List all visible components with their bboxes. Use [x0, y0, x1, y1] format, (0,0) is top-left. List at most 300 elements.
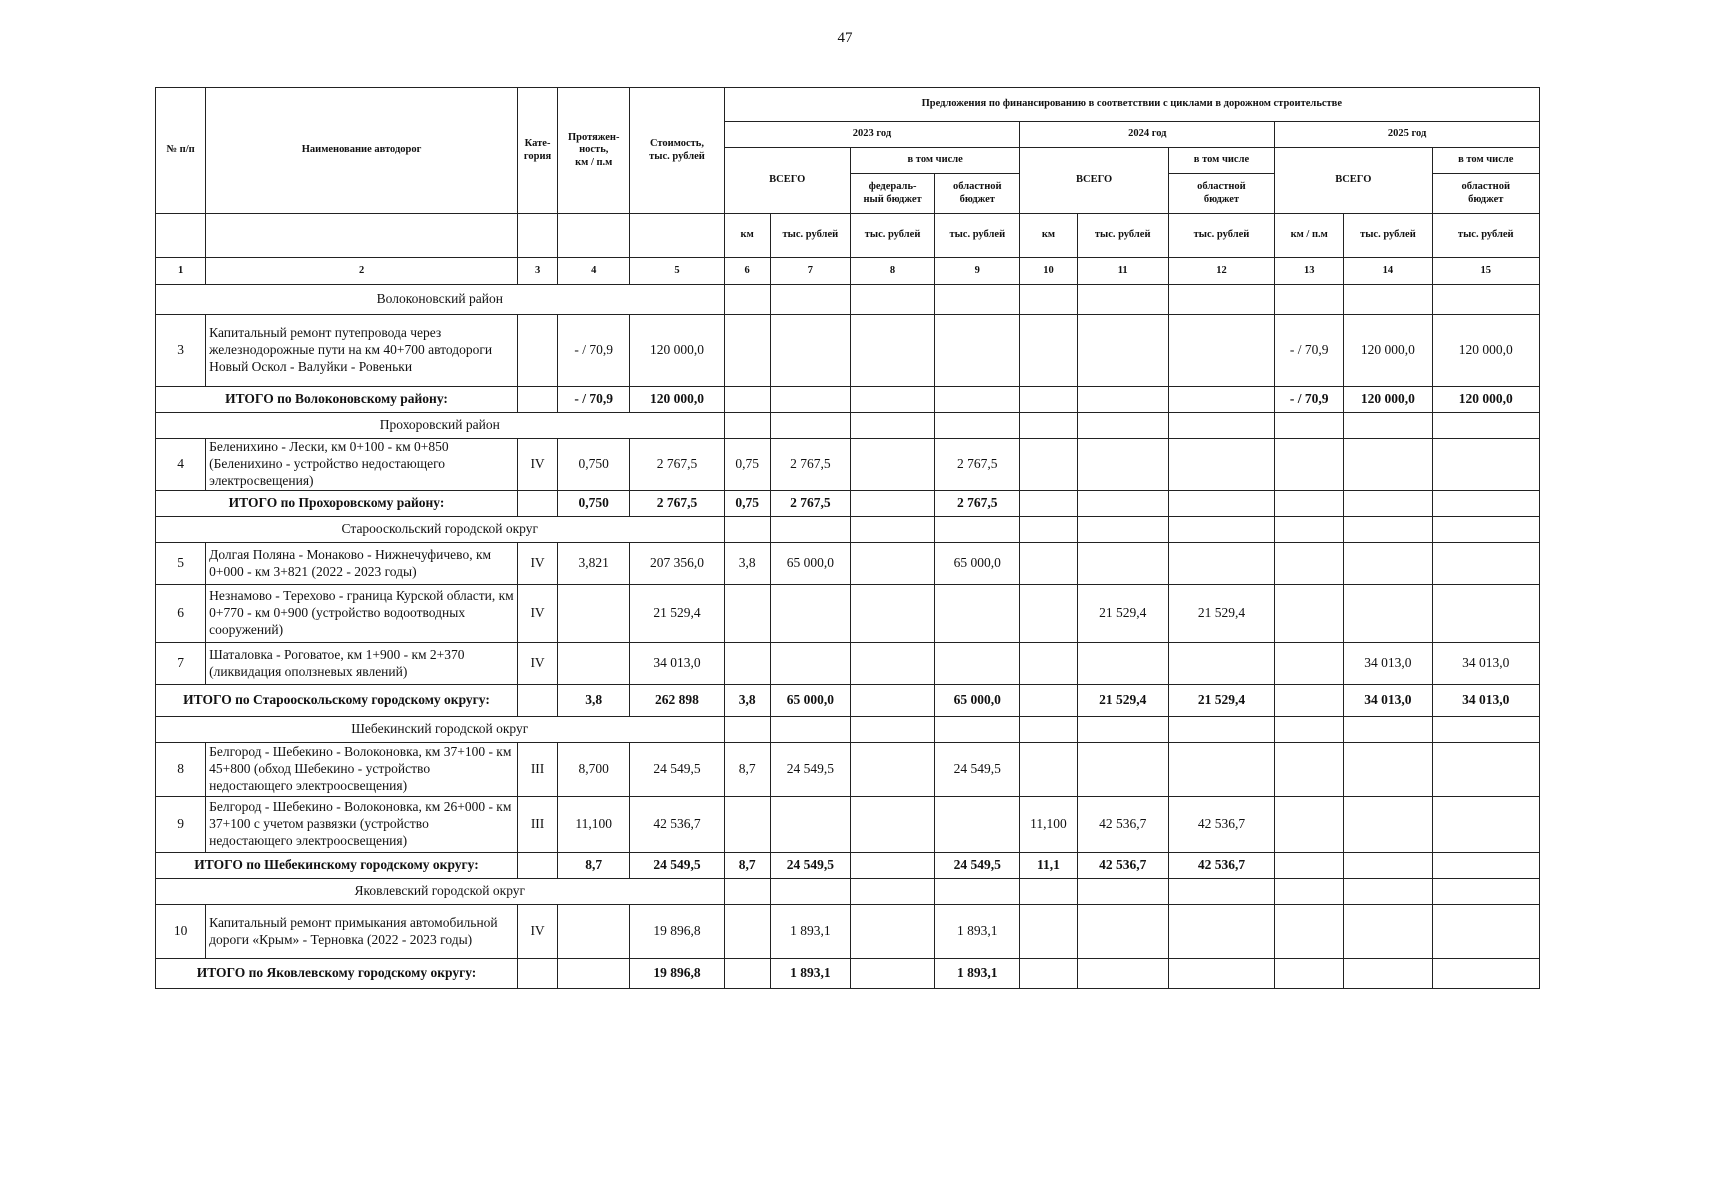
value-c7: 65 000,0	[770, 543, 850, 585]
value-c14	[1344, 743, 1432, 797]
total-c9: 65 000,0	[935, 685, 1020, 717]
road-category: IV	[518, 643, 558, 685]
total-c7: 24 549,5	[770, 853, 850, 879]
value-c11	[1077, 439, 1168, 491]
empty-cell	[724, 413, 770, 439]
total-c7: 2 767,5	[770, 491, 850, 517]
value-c6	[724, 643, 770, 685]
value-c9: 24 549,5	[935, 743, 1020, 797]
total-c11	[1077, 959, 1168, 989]
value-c13	[1275, 439, 1344, 491]
value-c14: 34 013,0	[1344, 643, 1432, 685]
value-c7	[770, 643, 850, 685]
total-label: ИТОГО по Прохоровскому району:	[156, 491, 518, 517]
value-c14	[1344, 797, 1432, 853]
empty-cell	[1077, 879, 1168, 905]
section-title: Волоконовский район	[156, 285, 725, 315]
total-c6: 8,7	[724, 853, 770, 879]
header-unit-km-2024: км	[1020, 214, 1077, 258]
road-cost: 2 767,5	[630, 439, 724, 491]
header-2024-total: ВСЕГО	[1020, 148, 1168, 214]
total-c15	[1432, 491, 1539, 517]
empty-cell	[724, 717, 770, 743]
header-len-blank	[558, 214, 630, 258]
column-number: 1	[156, 258, 206, 285]
column-number: 6	[724, 258, 770, 285]
value-c9	[935, 643, 1020, 685]
section-title: Прохоровский район	[156, 413, 725, 439]
table-row	[156, 643, 1540, 685]
header-2025-total: ВСЕГО	[1275, 148, 1432, 214]
value-c6: 8,7	[724, 743, 770, 797]
column-number: 2	[206, 258, 518, 285]
empty-cell	[518, 387, 558, 413]
road-name: Незнамово - Терехово - граница Курской области, км 0+770 - км 0+900 (устройство водоотводных сооружений)	[206, 585, 518, 643]
column-number: 3	[518, 258, 558, 285]
column-number: 4	[558, 258, 630, 285]
column-number: 12	[1168, 258, 1274, 285]
column-number: 15	[1432, 258, 1539, 285]
road-cost: 24 549,5	[630, 743, 724, 797]
header-cat-blank	[518, 214, 558, 258]
total-len: 0,750	[558, 491, 630, 517]
value-c11	[1077, 315, 1168, 387]
value-c10	[1020, 585, 1077, 643]
value-c9: 1 893,1	[935, 905, 1020, 959]
empty-cell	[1168, 285, 1274, 315]
empty-cell	[935, 717, 1020, 743]
value-c6	[724, 315, 770, 387]
header-unit-km-2025: км / п.м	[1275, 214, 1344, 258]
road-name: Долгая Поляна - Монаково - Нижнечуфичево, км 0+000 - км 3+821 (2022 - 2023 годы)	[206, 543, 518, 585]
empty-cell	[1020, 285, 1077, 315]
value-c13	[1275, 797, 1344, 853]
column-number: 13	[1275, 258, 1344, 285]
road-name: Капитальный ремонт примыкания автомобильной дороги «Крым» - Терновка (2022 - 2023 годы)	[206, 905, 518, 959]
row-number: 6	[156, 585, 206, 643]
road-category: IV	[518, 585, 558, 643]
header-2025: 2025 год	[1275, 122, 1540, 148]
empty-cell	[518, 491, 558, 517]
empty-cell	[935, 285, 1020, 315]
empty-cell	[724, 517, 770, 543]
empty-cell	[770, 879, 850, 905]
header-2024: 2024 год	[1020, 122, 1275, 148]
empty-cell	[1077, 413, 1168, 439]
column-number: 5	[630, 258, 724, 285]
table-body	[156, 285, 1540, 989]
road-cost: 21 529,4	[630, 585, 724, 643]
total-label: ИТОГО по Старооскольскому городскому округу:	[156, 685, 518, 717]
empty-cell	[850, 413, 934, 439]
total-label: ИТОГО по Яковлевскому городскому округу:	[156, 959, 518, 989]
total-cost: 19 896,8	[630, 959, 724, 989]
header-2023-regional: областной бюджет	[935, 174, 1020, 214]
empty-cell	[1020, 517, 1077, 543]
empty-cell	[1432, 285, 1539, 315]
road-name: Шаталовка - Роговатое, км 1+900 - км 2+370 (ликвидация оползневых явлений)	[206, 643, 518, 685]
total-c8	[850, 959, 934, 989]
value-c10	[1020, 643, 1077, 685]
empty-cell	[1344, 879, 1432, 905]
header-name: Наименование автодорог	[206, 88, 518, 214]
header-unit-rub-2023: тыс. рублей	[770, 214, 850, 258]
empty-cell	[1168, 413, 1274, 439]
road-cost: 42 536,7	[630, 797, 724, 853]
empty-cell	[1275, 413, 1344, 439]
total-label: ИТОГО по Шебекинскому городскому округу:	[156, 853, 518, 879]
empty-cell	[1432, 717, 1539, 743]
value-c7: 24 549,5	[770, 743, 850, 797]
value-c6: 0,75	[724, 439, 770, 491]
value-c8	[850, 585, 934, 643]
table-row	[156, 543, 1540, 585]
road-category	[518, 315, 558, 387]
total-c8	[850, 685, 934, 717]
empty-cell	[1168, 879, 1274, 905]
financing-table	[155, 87, 1540, 989]
section-header-row	[156, 413, 1540, 439]
total-c9	[935, 387, 1020, 413]
value-c7	[770, 797, 850, 853]
section-header-row	[156, 517, 1540, 543]
value-c10	[1020, 905, 1077, 959]
total-c13	[1275, 685, 1344, 717]
section-title: Шебекинский городской округ	[156, 717, 725, 743]
value-c9	[935, 797, 1020, 853]
total-c11	[1077, 491, 1168, 517]
total-len: 8,7	[558, 853, 630, 879]
value-c8	[850, 743, 934, 797]
total-row	[156, 853, 1540, 879]
value-c11	[1077, 643, 1168, 685]
total-c14	[1344, 853, 1432, 879]
empty-cell	[1344, 717, 1432, 743]
header-unit-rub-2024-regional: тыс. рублей	[1168, 214, 1274, 258]
value-c15	[1432, 543, 1539, 585]
value-c9: 65 000,0	[935, 543, 1020, 585]
column-numbers-row	[156, 258, 1540, 285]
total-c10	[1020, 387, 1077, 413]
empty-cell	[1344, 285, 1432, 315]
total-row	[156, 387, 1540, 413]
road-cost: 19 896,8	[630, 905, 724, 959]
total-c9: 2 767,5	[935, 491, 1020, 517]
total-c8	[850, 853, 934, 879]
empty-cell	[1275, 285, 1344, 315]
table-header	[156, 88, 1540, 285]
road-length	[558, 643, 630, 685]
header-unit-rub-2025-regional: тыс. рублей	[1432, 214, 1539, 258]
value-c12	[1168, 315, 1274, 387]
column-number: 14	[1344, 258, 1432, 285]
table-row	[156, 743, 1540, 797]
total-c9: 1 893,1	[935, 959, 1020, 989]
total-c12: 42 536,7	[1168, 853, 1274, 879]
value-c10	[1020, 743, 1077, 797]
empty-cell	[518, 959, 558, 989]
empty-cell	[1168, 517, 1274, 543]
value-c6	[724, 905, 770, 959]
road-cost: 207 356,0	[630, 543, 724, 585]
road-name: Белгород - Шебекино - Волоконовка, км 26+000 - км 37+100 с учетом развязки (устройство недостающего электроосвещения)	[206, 797, 518, 853]
empty-cell	[1432, 413, 1539, 439]
row-number: 4	[156, 439, 206, 491]
value-c11	[1077, 743, 1168, 797]
header-2025-regional: областной бюджет	[1432, 174, 1539, 214]
empty-cell	[770, 285, 850, 315]
total-label: ИТОГО по Волоконовскому району:	[156, 387, 518, 413]
value-c8	[850, 643, 934, 685]
empty-cell	[1020, 879, 1077, 905]
value-c9	[935, 585, 1020, 643]
value-c10	[1020, 439, 1077, 491]
row-number: 8	[156, 743, 206, 797]
total-len: - / 70,9	[558, 387, 630, 413]
total-c13	[1275, 959, 1344, 989]
empty-cell	[518, 685, 558, 717]
header-2024-regional: областной бюджет	[1168, 174, 1274, 214]
total-c11	[1077, 387, 1168, 413]
value-c8	[850, 905, 934, 959]
value-c8	[850, 439, 934, 491]
header-2023: 2023 год	[724, 122, 1020, 148]
row-number: 10	[156, 905, 206, 959]
section-title: Старооскольский городской округ	[156, 517, 725, 543]
value-c10	[1020, 315, 1077, 387]
empty-cell	[1344, 517, 1432, 543]
empty-cell	[1432, 879, 1539, 905]
value-c13: - / 70,9	[1275, 315, 1344, 387]
empty-cell	[850, 717, 934, 743]
header-num: № п/п	[156, 88, 206, 214]
value-c13	[1275, 543, 1344, 585]
road-name: Капитальный ремонт путепровода через железнодорожные пути на км 40+700 автодороги Новый Оскол - Валуйки - Ровеньки	[206, 315, 518, 387]
road-name: Белгород - Шебекино - Волоконовка, км 37+100 - км 45+800 (обход Шебекино - устройство недостающего электроосвещения)	[206, 743, 518, 797]
value-c12: 21 529,4	[1168, 585, 1274, 643]
road-category: IV	[518, 905, 558, 959]
total-len: 3,8	[558, 685, 630, 717]
empty-cell	[1020, 717, 1077, 743]
road-category: III	[518, 743, 558, 797]
column-number: 10	[1020, 258, 1077, 285]
empty-cell	[1275, 717, 1344, 743]
value-c15	[1432, 905, 1539, 959]
empty-cell	[770, 517, 850, 543]
empty-cell	[850, 285, 934, 315]
total-c13: - / 70,9	[1275, 387, 1344, 413]
total-c13	[1275, 491, 1344, 517]
empty-cell	[935, 517, 1020, 543]
table-row	[156, 585, 1540, 643]
empty-cell	[850, 879, 934, 905]
value-c12	[1168, 743, 1274, 797]
value-c9: 2 767,5	[935, 439, 1020, 491]
value-c6: 3,8	[724, 543, 770, 585]
empty-cell	[724, 879, 770, 905]
empty-cell	[1275, 879, 1344, 905]
total-cost: 262 898	[630, 685, 724, 717]
road-cost: 34 013,0	[630, 643, 724, 685]
header-unit-rub-2025: тыс. рублей	[1344, 214, 1432, 258]
header-unit-rub-2023-federal: тыс. рублей	[850, 214, 934, 258]
total-c15	[1432, 853, 1539, 879]
header-2024-incl: в том числе	[1168, 148, 1274, 174]
road-length: 11,100	[558, 797, 630, 853]
total-cost: 2 767,5	[630, 491, 724, 517]
header-2023-federal: федераль- ный бюджет	[850, 174, 934, 214]
road-length	[558, 905, 630, 959]
value-c7	[770, 585, 850, 643]
total-cost: 24 549,5	[630, 853, 724, 879]
value-c15: 34 013,0	[1432, 643, 1539, 685]
value-c6	[724, 797, 770, 853]
value-c15	[1432, 585, 1539, 643]
road-length	[558, 585, 630, 643]
header-length: Протяжен- ность, км / п.м	[558, 88, 630, 214]
section-header-row	[156, 879, 1540, 905]
value-c11: 21 529,4	[1077, 585, 1168, 643]
empty-cell	[1275, 517, 1344, 543]
header-2025-incl: в том числе	[1432, 148, 1539, 174]
value-c12	[1168, 643, 1274, 685]
header-unit-rub-2023-regional: тыс. рублей	[935, 214, 1020, 258]
road-length: 3,821	[558, 543, 630, 585]
total-c14	[1344, 959, 1432, 989]
section-header-row	[156, 285, 1540, 315]
empty-cell	[1432, 517, 1539, 543]
value-c14	[1344, 439, 1432, 491]
total-c15	[1432, 959, 1539, 989]
table-row	[156, 905, 1540, 959]
table-row	[156, 439, 1540, 491]
total-c8	[850, 491, 934, 517]
empty-cell	[724, 285, 770, 315]
total-c6	[724, 959, 770, 989]
header-2023-total: ВСЕГО	[724, 148, 850, 214]
empty-cell	[1168, 717, 1274, 743]
total-c7	[770, 387, 850, 413]
total-c15: 120 000,0	[1432, 387, 1539, 413]
column-number: 9	[935, 258, 1020, 285]
value-c11	[1077, 543, 1168, 585]
value-c10: 11,100	[1020, 797, 1077, 853]
value-c12	[1168, 905, 1274, 959]
header-unit-rub-2024: тыс. рублей	[1077, 214, 1168, 258]
value-c15	[1432, 743, 1539, 797]
value-c13	[1275, 643, 1344, 685]
total-c6: 3,8	[724, 685, 770, 717]
header-2023-incl: в том числе	[850, 148, 1019, 174]
empty-cell	[770, 717, 850, 743]
table-row	[156, 797, 1540, 853]
road-length: - / 70,9	[558, 315, 630, 387]
total-c14	[1344, 491, 1432, 517]
value-c15: 120 000,0	[1432, 315, 1539, 387]
empty-cell	[935, 879, 1020, 905]
empty-cell	[770, 413, 850, 439]
total-c12	[1168, 959, 1274, 989]
empty-cell	[1344, 413, 1432, 439]
value-c8	[850, 315, 934, 387]
column-number: 11	[1077, 258, 1168, 285]
page-number: 47	[837, 30, 853, 46]
value-c12: 42 536,7	[1168, 797, 1274, 853]
total-c6: 0,75	[724, 491, 770, 517]
total-c6	[724, 387, 770, 413]
total-row	[156, 685, 1540, 717]
road-length: 0,750	[558, 439, 630, 491]
total-row	[156, 491, 1540, 517]
road-length: 8,700	[558, 743, 630, 797]
total-c14: 34 013,0	[1344, 685, 1432, 717]
value-c13	[1275, 585, 1344, 643]
value-c11: 42 536,7	[1077, 797, 1168, 853]
road-name: Беленихино - Лески, км 0+100 - км 0+850 (Беленихино - устройство недостающего электросвещения)	[206, 439, 518, 491]
empty-cell	[1077, 717, 1168, 743]
total-len	[558, 959, 630, 989]
row-number: 3	[156, 315, 206, 387]
row-number: 7	[156, 643, 206, 685]
value-c7	[770, 315, 850, 387]
total-c12: 21 529,4	[1168, 685, 1274, 717]
empty-cell	[935, 413, 1020, 439]
value-c13	[1275, 743, 1344, 797]
total-row	[156, 959, 1540, 989]
road-category: III	[518, 797, 558, 853]
value-c12	[1168, 439, 1274, 491]
value-c8	[850, 543, 934, 585]
empty-cell	[518, 853, 558, 879]
column-number: 8	[850, 258, 934, 285]
total-c11: 21 529,4	[1077, 685, 1168, 717]
total-c10	[1020, 959, 1077, 989]
total-cost: 120 000,0	[630, 387, 724, 413]
value-c15	[1432, 797, 1539, 853]
total-c7: 1 893,1	[770, 959, 850, 989]
total-c8	[850, 387, 934, 413]
total-c14: 120 000,0	[1344, 387, 1432, 413]
value-c13	[1275, 905, 1344, 959]
header-cost: Стоимость, тыс. рублей	[630, 88, 724, 214]
value-c14	[1344, 905, 1432, 959]
row-number: 5	[156, 543, 206, 585]
row-number: 9	[156, 797, 206, 853]
value-c7: 1 893,1	[770, 905, 850, 959]
empty-cell	[1020, 413, 1077, 439]
total-c12	[1168, 491, 1274, 517]
total-c12	[1168, 387, 1274, 413]
total-c10: 11,1	[1020, 853, 1077, 879]
header-proposals: Предложения по финансированию в соответствии с циклами в дорожном строительстве	[724, 88, 1539, 122]
value-c12	[1168, 543, 1274, 585]
road-category: IV	[518, 543, 558, 585]
value-c7: 2 767,5	[770, 439, 850, 491]
value-c8	[850, 797, 934, 853]
total-c11: 42 536,7	[1077, 853, 1168, 879]
value-c9	[935, 315, 1020, 387]
header-cost-blank	[630, 214, 724, 258]
total-c10	[1020, 491, 1077, 517]
value-c6	[724, 585, 770, 643]
total-c9: 24 549,5	[935, 853, 1020, 879]
section-title: Яковлевский городской округ	[156, 879, 725, 905]
total-c10	[1020, 685, 1077, 717]
header-unit-km-2023: км	[724, 214, 770, 258]
value-c11	[1077, 905, 1168, 959]
value-c15	[1432, 439, 1539, 491]
road-cost: 120 000,0	[630, 315, 724, 387]
